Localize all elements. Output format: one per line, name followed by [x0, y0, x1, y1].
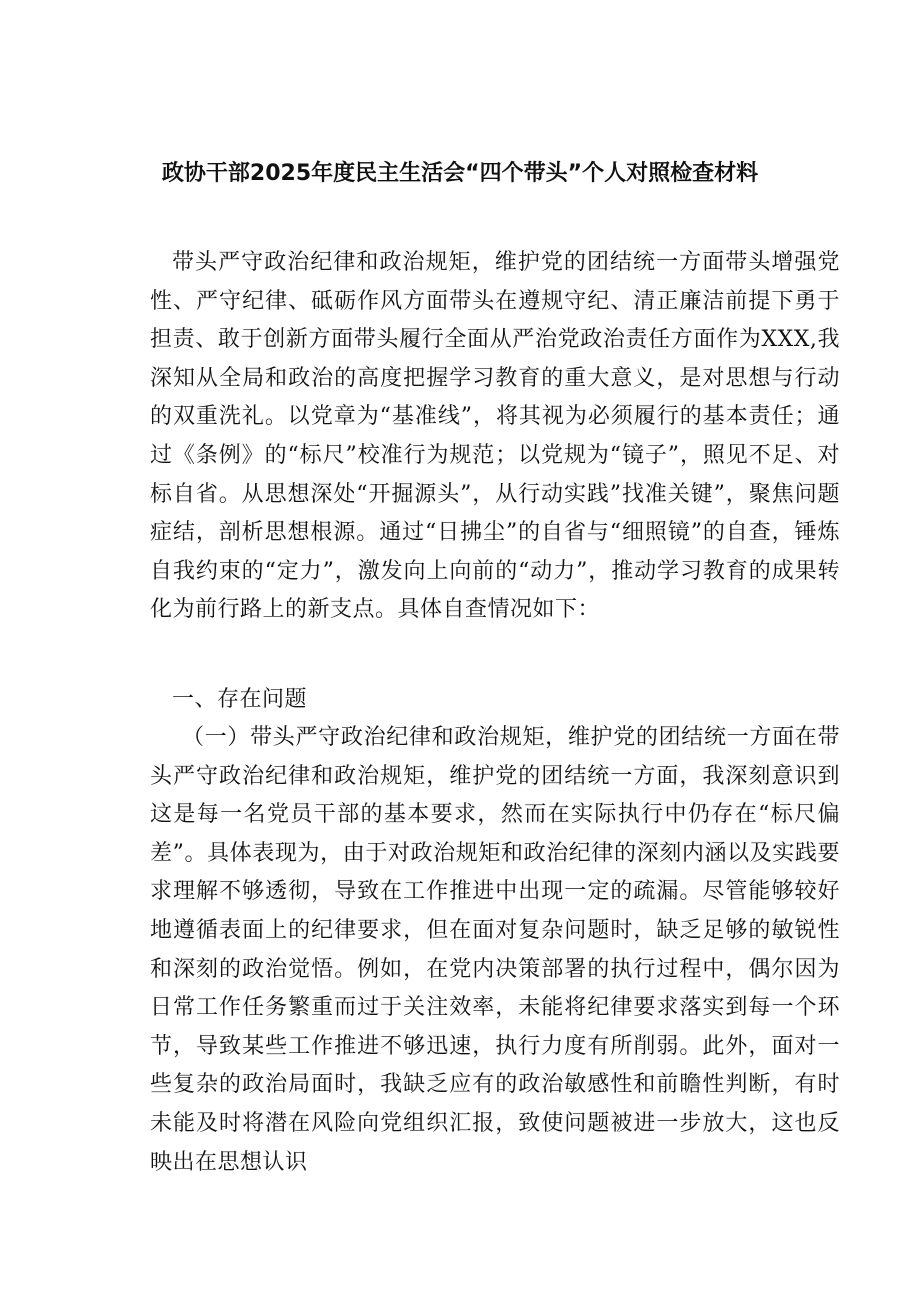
intro-paragraph: 带头严守政治纪律和政治规矩，维护党的团结统一方面带头增强党性、严守纪律、砥砺作风方面带头在遵规守纪、清正廉洁前提下勇于担责、敢于创新方面带头履行全面从严治党政治责任方面作为XXX,我深知从全局和政治的高度把握学习教育的重大意义，是对思想与行动的双重洗礼。以党章为“基准线”，将其视为必须履行的基本责任；通过《条例》的“标尺”校准行为规范；以党规为“镜子”，照见不足、对标自省。从思想深处“开掘源头”，从行动实践”找准关键”，聚焦问题症结，剖析思想根源。通过“日拂尘”的自省与“细照镜”的自查，锤炼自我约束的“定力”，激发向上向前的“动力”，推动学习教育的成果转化为前行路上的新支点。具体自查情况如下： — [150, 250, 840, 623]
section-heading: 一、存在问题 — [172, 687, 308, 712]
document-title: 政协干部2025年度民主生活会“四个带头”个人对照检查材料 — [161, 161, 759, 186]
problem-paragraph-1: （一）带头严守政治纪律和政治规矩，维护党的团结统一方面在带头严守政治纪律和政治规矩，维护党的团结统一方面，我深刻意识到这是每一名党员干部的基本要求，然而在实际执行中仍存在“标尺偏差”。具体表现为，由于对政治规矩和政治纪律的深刻内涵以及实践要求理解不够透彻，导致在工作推进中出现一定的疏漏。尽管能够较好地遵循表面上的纪律要求，但在面对复杂问题时，缺乏足够的敏锐性和深刻的政治觉悟。例如，在党内决策部署的执行过程中，偶尔因为日常工作任务繁重而过于关注效率，未能将纪律要求落实到每一个环节，导致某些工作推进不够迅速，执行力度有所削弱。此外，面对一些复杂的政治局面时，我缺乏应有的政治敏感性和前瞻性判断，有时未能及时将潜在风险向党组织汇报，致使问题被进一步放大，这也反映出在思想认识 — [150, 725, 840, 1175]
